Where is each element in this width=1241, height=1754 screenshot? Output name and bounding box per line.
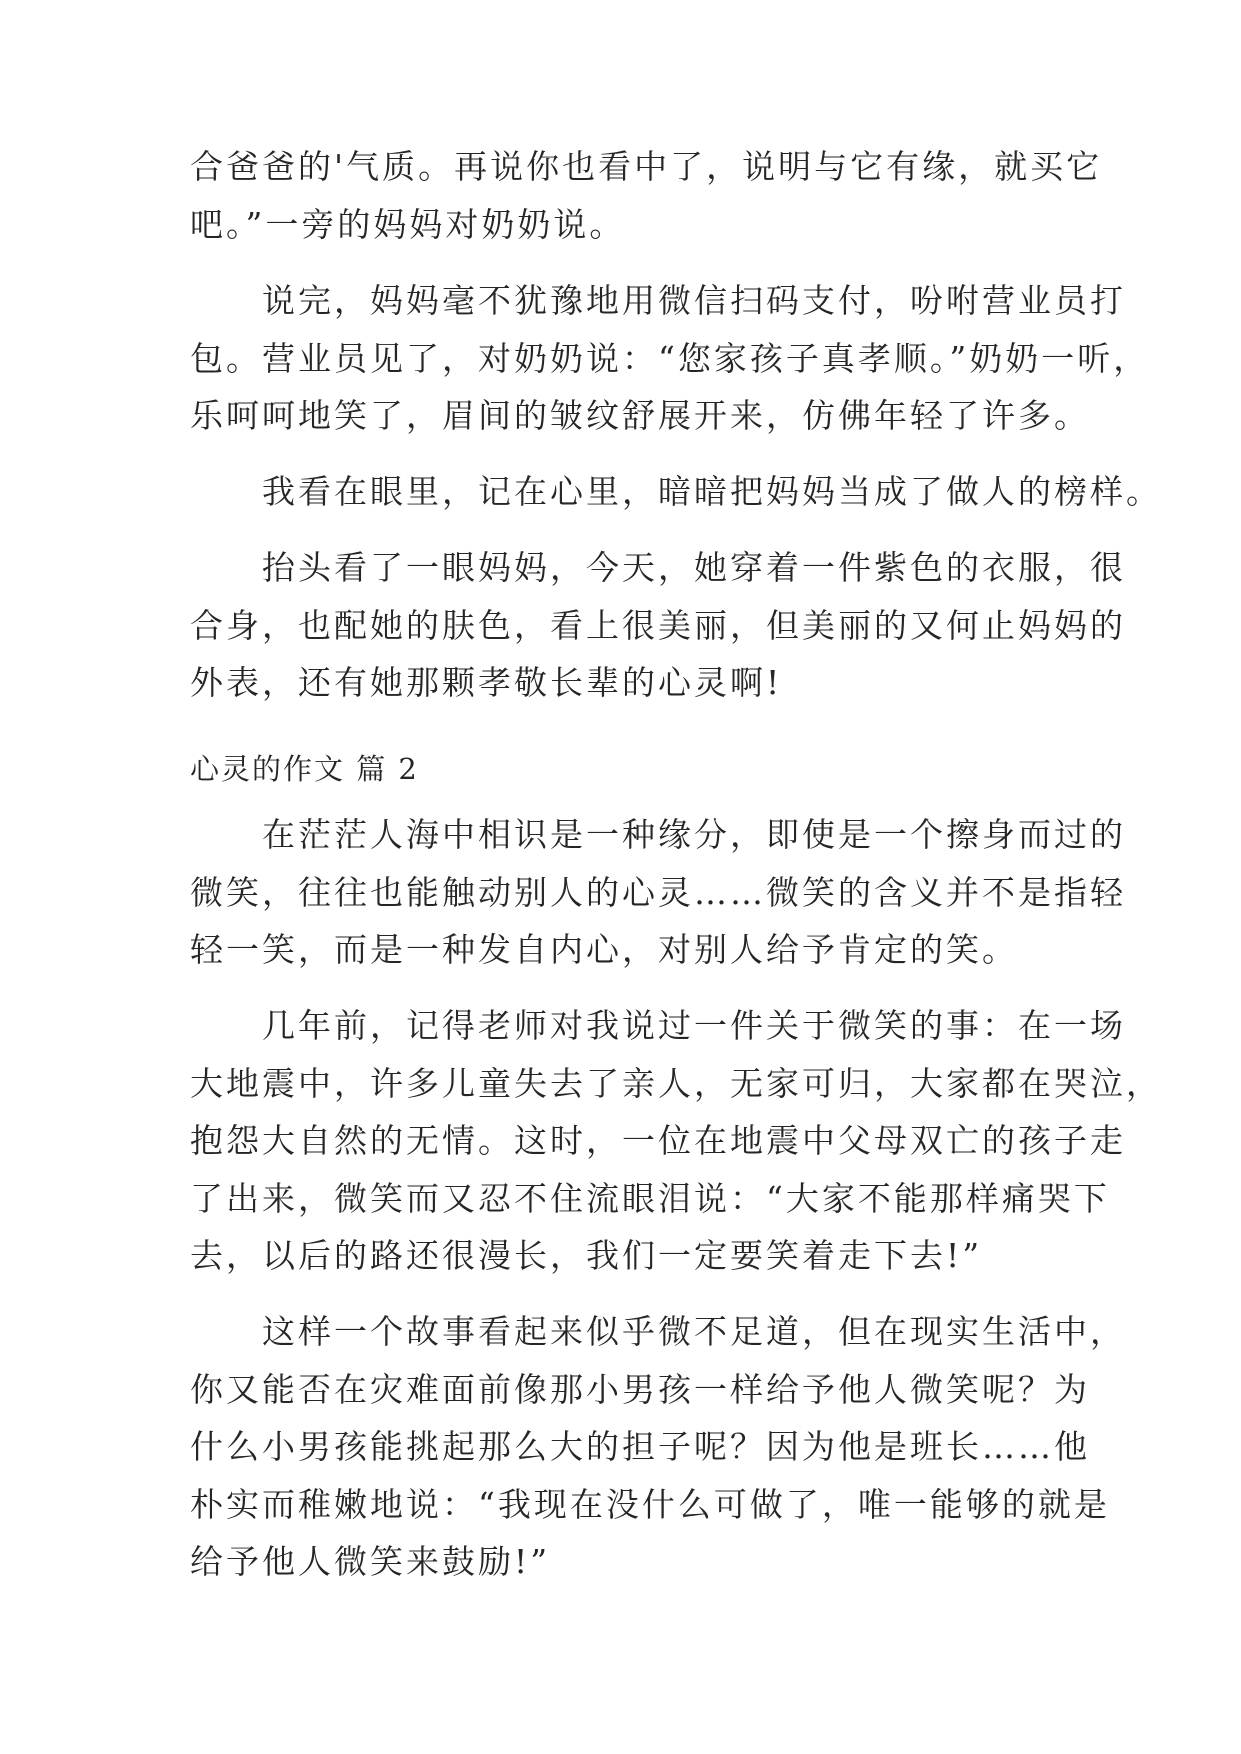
paragraph-line: 抬头看了一眼妈妈，今天，她穿着一件紫色的衣服，很 <box>190 548 1126 587</box>
paragraph-line: 合身，也配她的肤色，看上很美丽，但美丽的又何止妈妈的 <box>190 606 1126 645</box>
paragraph-line: 给予他人微笑来鼓励!” <box>190 1542 551 1581</box>
paragraph-line: 你又能否在灾难面前像那小男孩一样给予他人微笑呢？为 <box>190 1370 1090 1409</box>
paragraph-line: 我看在眼里，记在心里，暗暗把妈妈当成了做人的榜样。 <box>190 472 1162 511</box>
paragraph-line: 朴实而稚嫩地说：“我现在没什么可做了，唯一能够的就是 <box>190 1485 1110 1524</box>
paragraph-line: 去，以后的路还很漫长，我们一定要笑着走下去!” <box>190 1236 983 1275</box>
paragraph-line: 微笑，往往也能触动别人的心灵……微笑的含义并不是指轻 <box>190 873 1126 912</box>
paragraph-line: 几年前，记得老师对我说过一件关于微笑的事：在一场 <box>190 1006 1126 1045</box>
paragraph-line: 在茫茫人海中相识是一种缘分，即使是一个擦身而过的 <box>190 815 1126 854</box>
paragraph-line: 抱怨大自然的无情。这时，一位在地震中父母双亡的孩子走 <box>190 1121 1126 1160</box>
paragraph-line: 包。营业员见了，对奶奶说：“您家孩子真孝顺。”奶奶一听， <box>190 339 1150 378</box>
paragraph-line: 大地震中，许多儿童失去了亲人，无家可归，大家都在哭泣， <box>190 1064 1162 1103</box>
paragraph-line: 合爸爸的'气质。再说你也看中了，说明与它有缘，就买它 <box>190 147 1103 186</box>
paragraph-line: 说完，妈妈毫不犹豫地用微信扫码支付，吩咐营业员打 <box>190 281 1126 320</box>
paragraph-line: 这样一个故事看起来似乎微不足道，但在现实生活中， <box>190 1312 1126 1351</box>
paragraph-line: 乐呵呵地笑了，眉间的皱纹舒展开来，仿佛年轻了许多。 <box>190 396 1090 435</box>
paragraph-line: 什么小男孩能挑起那么大的担子呢？因为他是班长……他 <box>190 1427 1090 1466</box>
paragraph-line: 了出来，微笑而又忍不住流眼泪说：“大家不能那样痛哭下 <box>190 1179 1110 1218</box>
section-title: 心灵的作文 篇 2 <box>190 752 419 786</box>
paragraph-line: 外表，还有她那颗孝敬长辈的心灵啊! <box>190 663 783 702</box>
paragraph-line: 吧。”一旁的妈妈对奶奶说。 <box>190 205 626 244</box>
paragraph-line: 轻一笑，而是一种发自内心，对别人给予肯定的笑。 <box>190 930 1018 969</box>
